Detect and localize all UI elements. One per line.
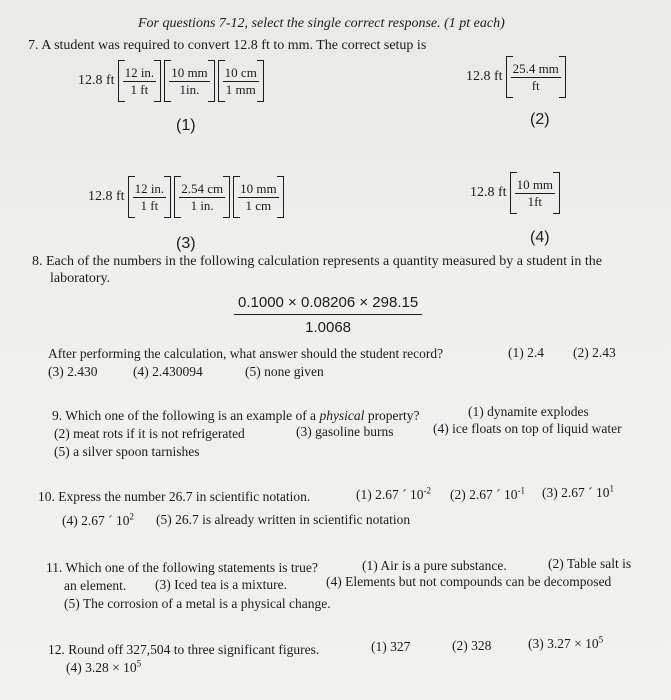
q8-stem-line1: 8. Each of the numbers in the following calculation represents a quantity measured by a student in the bbox=[32, 254, 602, 269]
conversion-factor: $\frac{12 in.}{1 ft}$ bbox=[118, 60, 162, 102]
q8-numerator: 0.1000 × 0.08206 × 298.15 bbox=[234, 294, 422, 315]
q12-choice-1: (1) 327 bbox=[371, 639, 411, 654]
q9-stem: 9. Which one of the following is an example of a physical property? bbox=[52, 408, 420, 423]
conversion-factor: $\frac{10 mm}{1ft}$ bbox=[510, 172, 560, 214]
q7-stem: 7. A student was required to convert 12.8 ft to mm. The correct setup is bbox=[28, 38, 427, 53]
q7-option4-setup bbox=[470, 172, 563, 214]
q10-choice-1: (1) 2.67 ´ $10^{-2}$ bbox=[356, 485, 431, 502]
q8-denominator: 1.0068 bbox=[305, 319, 352, 336]
q7-opt1-lead: 12.8 ft bbox=[78, 73, 115, 88]
q10-choice-3: (3) 2.67 ´ $10^1$ bbox=[542, 483, 614, 500]
q8-calculation bbox=[234, 294, 422, 336]
conversion-factor: $\frac{25.4 mm}{ft}$ bbox=[506, 56, 566, 98]
q11-choice-2: (2) Table salt is bbox=[548, 556, 632, 571]
q11-choice-1: (1) Air is a pure substance. bbox=[362, 558, 507, 573]
q7-option2-label: (2) bbox=[530, 111, 550, 128]
q9-choice-3: (3) gasoline burns bbox=[296, 424, 394, 439]
q8-choice-3: (3) 2.430 bbox=[48, 364, 98, 379]
q11-stem: 11. Which one of the following statements is true? bbox=[46, 560, 318, 575]
instructions-header: For questions 7-12, select the single correct response. (1 pt each) bbox=[138, 16, 505, 31]
q9-choice-4: (4) ice floats on top of liquid water bbox=[433, 421, 622, 436]
conversion-factor: $\frac{10 mm}{1 cm}$ bbox=[233, 176, 283, 218]
q7-opt3-lead: 12.8 ft bbox=[88, 189, 125, 204]
q8-choice-1: (1) 2.4 bbox=[508, 345, 544, 360]
q7-option2-setup bbox=[466, 56, 569, 98]
q10-choice-5: (5) 26.7 is already written in scientific notation bbox=[156, 512, 411, 527]
q7-option1-label: (1) bbox=[176, 117, 196, 134]
q7-option1-setup bbox=[78, 60, 267, 102]
q9-choice-2: (2) meat rots if it is not refrigerated bbox=[54, 426, 245, 441]
conversion-factor: $\frac{12 in.}{1 ft}$ bbox=[128, 176, 172, 218]
q8-choice-2: (2) 2.43 bbox=[573, 345, 616, 360]
q8-stem-line2: laboratory. bbox=[50, 271, 111, 286]
q8-choice-5: (5) none given bbox=[245, 364, 324, 379]
q11-choice-2-cont: an element. bbox=[64, 578, 127, 593]
q7-option3-label: (3) bbox=[176, 235, 196, 252]
q10-choice-2: (2) 2.67 ´ $10^{-1}$ bbox=[450, 485, 525, 502]
q12-choice-2: (2) 328 bbox=[452, 638, 492, 653]
q11-choice-3: (3) Iced tea is a mixture. bbox=[155, 577, 287, 592]
q11-choice-5: (5) The corrosion of a metal is a physical change. bbox=[64, 596, 331, 611]
q7-option4-label: (4) bbox=[530, 229, 550, 246]
q10-choice-4: (4) 2.67 ´ $10^2$ bbox=[62, 511, 134, 528]
q12-choice-4: (4) $3.28 \times 10^5$ bbox=[66, 658, 142, 675]
q9-choice-5: (5) a silver spoon tarnishes bbox=[54, 444, 200, 459]
q7-option3-setup bbox=[88, 176, 287, 218]
q7-opt2-lead: 12.8 ft bbox=[466, 69, 503, 84]
q12-choice-3: (3) $3.27 \times 10^5$ bbox=[528, 634, 604, 651]
q11-choice-4: (4) Elements but not compounds can be decomposed bbox=[326, 574, 612, 589]
conversion-factor: $\frac{2.54 cm}{1 in.}$ bbox=[174, 176, 230, 218]
conversion-factor: $\frac{10 cm}{1 mm}$ bbox=[218, 60, 264, 102]
q9-choice-1: (1) dynamite explodes bbox=[468, 404, 589, 419]
q12-stem: 12. Round off 327,504 to three significant figures. bbox=[48, 642, 320, 657]
q7-opt4-lead: 12.8 ft bbox=[470, 185, 507, 200]
q8-choice-4: (4) 2.430094 bbox=[133, 364, 203, 379]
conversion-factor: $\frac{10 mm}{1in.}$ bbox=[164, 60, 214, 102]
q10-stem: 10. Express the number 26.7 in scientific notation. bbox=[38, 489, 311, 504]
q8-question: After performing the calculation, what answer should the student record? bbox=[48, 346, 444, 361]
q9-stem-emphasis: physical bbox=[319, 408, 365, 423]
